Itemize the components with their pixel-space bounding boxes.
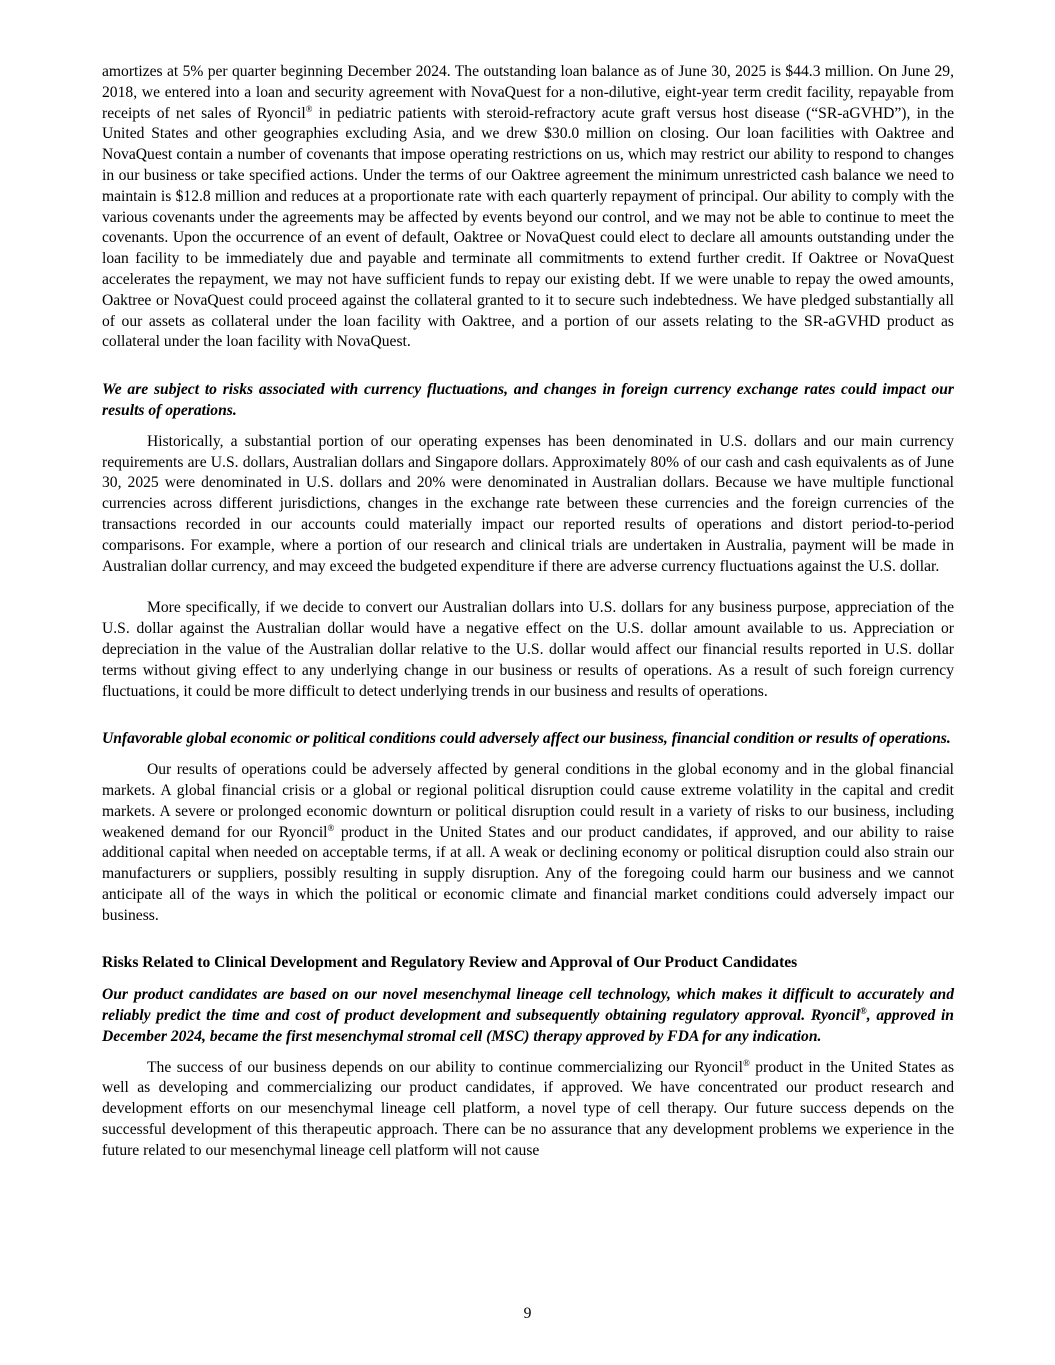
paragraph-currency-2: More specifically, if we decide to convert our Australian dollars into U.S. dollars for any business purpose, appreciation of the U.S. dollar against the Australian dollar would have a negative effect on the U.S. dollar amount available to us. Appreciation or depreciation in the value of the Australian dollar relative to the U.S. dollar would affect our financial results reported in U.S. dollar terms without giving effect to any underlying change in our business or results of operations. As a result of such foreign currency fluctuations, it could be more difficult to detect underlying trends in our business and results of operations. xyxy=(102,599,954,700)
page-number: 9 xyxy=(523,1305,532,1322)
registered-mark: ® xyxy=(859,1006,867,1017)
paragraph-msc xyxy=(102,1058,954,1162)
text: Our results of operations could be adversely affected by general conditions in the global economy and in the global financial markets. A global financial crisis or a global or regional political disruption could cause extreme volatility in the capital and credit markets. A severe or prolonged economic downturn or political disruption could result in a variety of risks to our business, including weakened demand for our Ryoncil xyxy=(102,761,954,841)
text: Our product candidates are based on our novel mesenchymal lineage cell technology, which makes it difficult to accurately and reliably predict the time and cost of product development and subsequently obtaining regulatory approval. Ryoncil xyxy=(102,986,954,1025)
text: product in the United States and our product candidates, if approved, and our ability to raise additional capital when needed on acceptable terms, if at all. A weak or declining economy or political disruption could also strain our manufacturers or suppliers, possibly resulting in supply disruption. Any of the foregoing could harm our business and we cannot anticipate all of the ways in which the political or economic climate and financial market conditions could adversely impact our business. xyxy=(102,823,954,924)
registered-mark: ® xyxy=(742,1057,750,1068)
registered-mark: ® xyxy=(305,103,313,114)
text: amortizes at 5% per quarter beginning December 2024. The outstanding loan balance as of June 30, 2025 is $44.3 million. On June 29, 2018, we entered into a loan and security agreement with NovaQuest for a non-dilutive, eight-year term credit facility, repayable from receipts of net sales of Ryoncil xyxy=(102,63,954,122)
paragraph-global xyxy=(102,760,954,926)
text: in pediatric patients with steroid-refractory acute graft versus host disease (“SR-aGVHD”), in the United States and other geographies excluding Asia, and we drew $30.0 million on closing. Our loan facilities with Oaktree and NovaQuest contain a number of covenants that impose operating restrictions on us, which may restrict our ability to respond to changes in our business or take specified actions. Under the terms of our Oaktree agreement the minimum unrestricted cash balance we need to maintain is $12.8 million and reduces at a proportionate rate with each quarterly repayment of principal. Our ability to comply with the various covenants under the agreements may be affected by events beyond our control, and we may not be able to continue to meet the covenants. Upon the occurrence of an event of default, Oaktree or NovaQuest could elect to declare all amounts outstanding under the loan facility to be immediately due and payable and terminate all commitments to extend further credit. If Oaktree or NovaQuest accelerates the repayment, we may not have sufficient funds to repay our existing debt. If we were unable to repay the owed amounts, Oaktree or NovaQuest could proceed against the collateral granted to it to secure such indebtedness. We have pledged substantially all of our assets as collateral under the loan facility with Oaktree, and a portion of our assets relating to the SR-aGVHD product as collateral under the loan facility with NovaQuest. xyxy=(102,104,955,351)
document-page xyxy=(102,62,954,1162)
risk-heading-msc xyxy=(102,985,954,1047)
risk-heading-global: Unfavorable global economic or political conditions could adversely affect our business, financial condition or results of operations. xyxy=(102,730,951,748)
text: The success of our business depends on our ability to continue commercializing our Ryoncil xyxy=(147,1058,743,1076)
risk-heading-currency: We are subject to risks associated with currency fluctuations, and changes in foreign currency exchange rates could impact our results of operations. xyxy=(102,381,954,419)
text: , approved in December 2024, became the first mesenchymal stromal cell (MSC) therapy approved by FDA for any indication. xyxy=(102,1007,954,1045)
paragraph-loan-facilities xyxy=(102,62,954,353)
registered-mark: ® xyxy=(327,822,335,833)
paragraph-currency-1: Historically, a substantial portion of our operating expenses has been denominated in U.S. dollars and our main currency requirements are U.S. dollars, Australian dollars and Singapore dollars. Approximately 80% of our cash and cash equivalents as of June 30, 2025 were denominated in U.S. dollars and 20% were denominated in Australian dollars. Because we have multiple functional currencies across different jurisdictions, changes in the exchange rate between these currencies and the foreign currencies of the transactions recorded in our accounts could materially impact our reported results of operations and distort period-to-period comparisons. For example, where a portion of our research and clinical trials are undertaken in Australia, payment will be made in Australian dollar currency, and may exceed the budgeted expenditure if there are adverse currency fluctuations against the U.S. dollar. xyxy=(102,432,954,575)
section-heading: Risks Related to Clinical Development and Regulatory Review and Approval of Our Product Candidates xyxy=(102,954,798,972)
text: product in the United States as well as developing and commercializing our product candidates, if approved. We have concentrated our product research and development efforts on our mesenchymal lineage cell platform, a novel type of cell therapy. Our future success depends on the successful development of this therapeutic approach. There can be no assurance that any development problems we experience in the future related to our mesenchymal lineage cell platform will not cause xyxy=(102,1058,955,1159)
